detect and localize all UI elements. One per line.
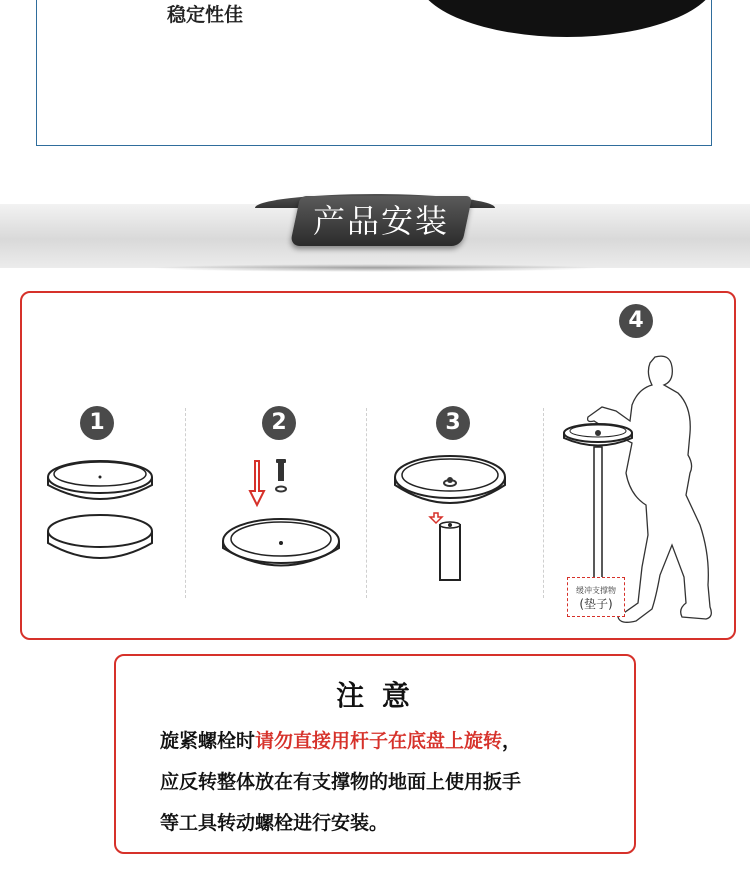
step-2-badge: 2: [262, 406, 296, 440]
step-divider: [543, 408, 544, 598]
notice-box: [114, 654, 636, 854]
notice-line-1-suffix: ，: [502, 730, 522, 752]
notice-title: 注 意: [336, 679, 414, 712]
section-title: 产品安装: [312, 202, 449, 240]
notice-line-1-prefix: 旋紧螺栓时: [160, 730, 256, 752]
step-divider: [185, 408, 186, 598]
step-3-illustration: [390, 455, 515, 585]
feature-card: [36, 0, 712, 146]
step-1-illustration: [40, 455, 165, 570]
step-1-badge: 1: [80, 406, 114, 440]
notice-line-1: [160, 726, 521, 753]
feature-text: 稳定性佳: [167, 4, 244, 26]
step-3-badge: 3: [436, 406, 470, 440]
section-banner: [0, 196, 750, 276]
cushion-label-line1: 缓冲支撑物: [576, 586, 616, 595]
step-4-badge: 4: [619, 304, 653, 338]
step-divider: [366, 408, 367, 598]
notice-warning-text: 请勿直接用杆子在底盘上旋转: [255, 730, 503, 752]
banner-shadow: [150, 264, 600, 272]
step-2-illustration: [215, 455, 350, 575]
notice-line-2: 应反转整体放在有支撑物的地面上使用扳手: [160, 771, 522, 793]
notice-line-3: 等工具转动螺栓进行安装。: [160, 812, 389, 834]
cushion-label-line2: (垫子): [579, 597, 613, 611]
cushion-label: [567, 577, 625, 617]
base-disk-image: [417, 0, 712, 37]
